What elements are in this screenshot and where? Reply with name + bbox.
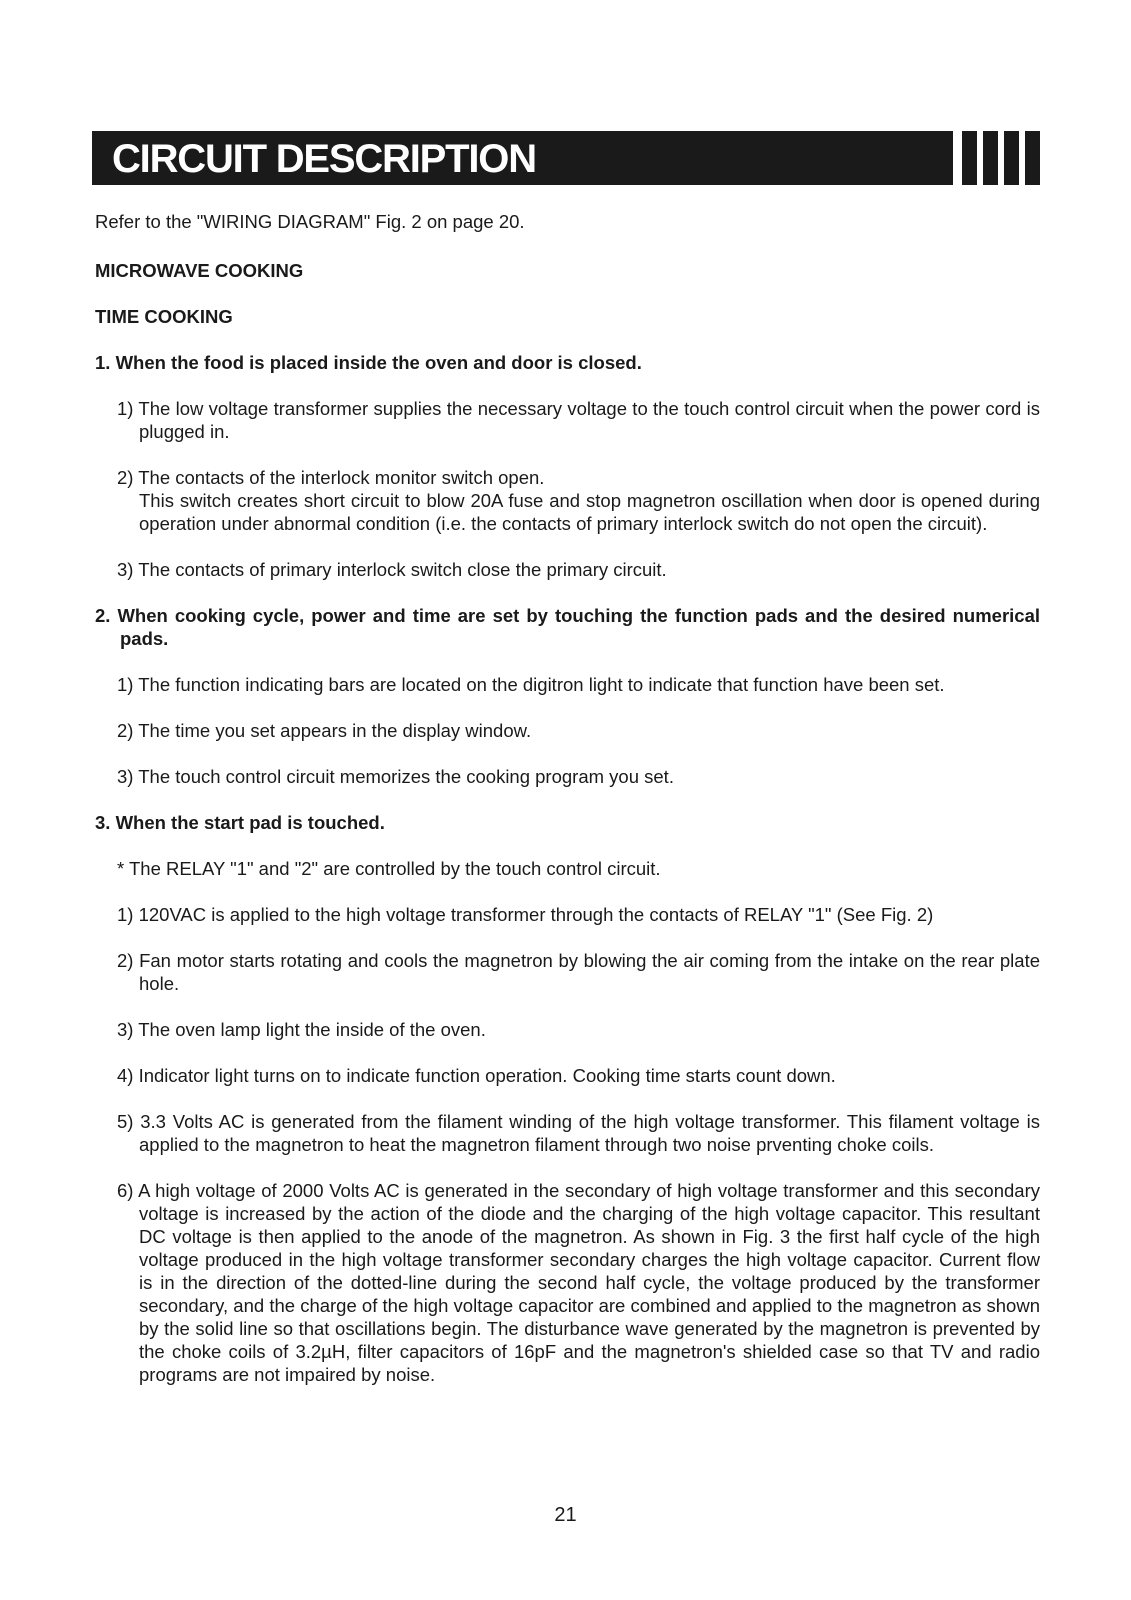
section-3-title: 3. When the start pad is touched.	[95, 812, 385, 833]
section-1-item	[95, 466, 1040, 535]
page-number: 21	[554, 1504, 577, 1526]
section-3-item: 1) 120VAC is applied to the high voltage transformer through the contacts of RELAY "1" (See Fig. 2)	[117, 904, 934, 925]
section-1-item-continuation: This switch creates short circuit to blow 20A fuse and stop magnetron oscillation when door is opened during operation under abnormal condition (i.e. the contacts of primary interlock switch do not open the circuit).	[139, 490, 1040, 534]
section-3-item: 6) A high voltage of 2000 Volts AC is generated in the secondary of high voltage transformer and this secondary voltage is increased by the action of the diode and the charging of the high voltage capacitor. This resultant DC voltage is then applied to the anode of the magnetron. As shown in Fig. 3 the first half cycle of the high voltage produced in the high voltage transformer secondary charges the high voltage capacitor. Current flow is in the direction of the dotted-line during the second half cycle, the voltage produced by the transformer secondary, and the charge of the high voltage capacitor are combined and applied to the magnetron as shown by the solid line so that oscillations begin. The disturbance wave generated by the magnetron is prevented by the choke coils of 3.2µH, filter capacitors of 16pF and the magnetron's shielded case so that TV and radio programs are not impaired by noise.	[117, 1180, 1040, 1385]
section-1-title: 1. When the food is placed inside the oven and door is closed.	[95, 352, 642, 373]
decoration-bar	[1025, 131, 1040, 185]
section-1-item-text: 2) The contacts of the interlock monitor switch open.	[117, 467, 545, 488]
section-3-item: 5) 3.3 Volts AC is generated from the filament winding of the high voltage transformer. This filament voltage is applied to the magnetron to heat the magnetron filament through two noise prventing choke coils.	[117, 1111, 1040, 1155]
section-header-bar	[92, 131, 953, 185]
decoration-bar	[962, 131, 977, 185]
document-body	[95, 210, 1040, 1409]
heading-time-cooking: TIME COOKING	[95, 306, 233, 327]
section-3-item: 2) Fan motor starts rotating and cools the magnetron by blowing the air coming from the intake on the rear plate hole.	[117, 950, 1040, 994]
section-3-item: 3) The oven lamp light the inside of the oven.	[117, 1019, 486, 1040]
section-1-item: 1) The low voltage transformer supplies the necessary voltage to the touch control circuit when the power cord is plugged in.	[117, 398, 1040, 442]
section-2-title: 2. When cooking cycle, power and time are set by touching the function pads and the desired numerical pads.	[95, 605, 1040, 649]
decoration-bar	[983, 131, 998, 185]
section-3-note: * The RELAY "1" and "2" are controlled by the touch control circuit.	[117, 858, 661, 879]
decoration-bar	[1004, 131, 1019, 185]
section-2-item: 2) The time you set appears in the display window.	[117, 720, 532, 741]
section-2-item: 3) The touch control circuit memorizes the cooking program you set.	[117, 766, 674, 787]
section-2-item: 1) The function indicating bars are located on the digitron light to indicate that function have been set.	[117, 674, 945, 695]
section-3-item: 4) Indicator light turns on to indicate function operation. Cooking time starts count down.	[117, 1065, 836, 1086]
heading-microwave-cooking: MICROWAVE COOKING	[95, 260, 304, 281]
page-title: CIRCUIT DESCRIPTION	[112, 137, 536, 181]
section-1-item: 3) The contacts of primary interlock switch close the primary circuit.	[117, 559, 667, 580]
intro-reference: Refer to the "WIRING DIAGRAM" Fig. 2 on page 20.	[95, 211, 525, 232]
